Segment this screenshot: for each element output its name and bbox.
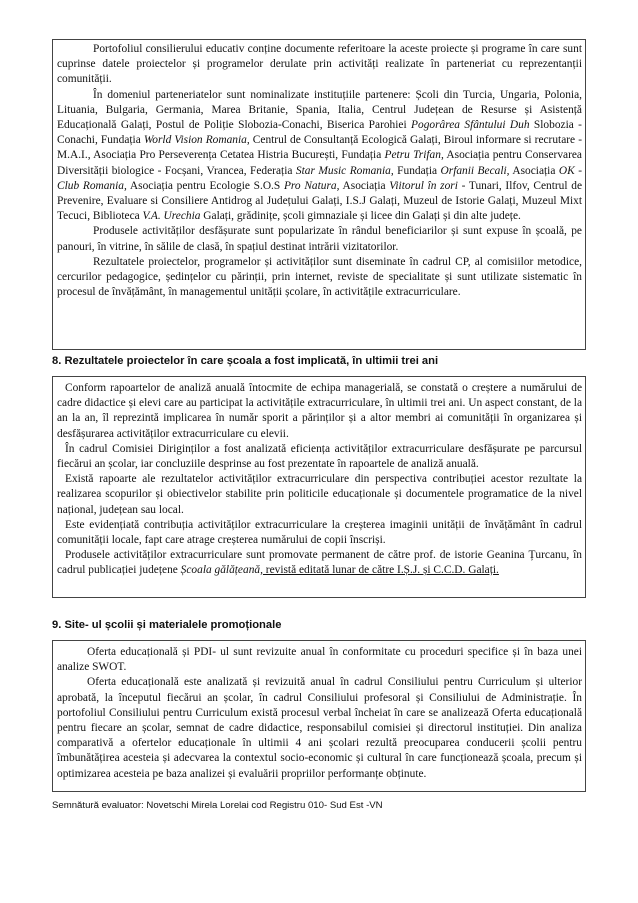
italic-name: Viitorul în zori	[389, 179, 458, 192]
partners-paragraph	[57, 88, 582, 225]
evaluator-signature-line: Semnătură evaluator: Novetschi Mirela Lorelai cod Registru 010- Sud Est -VN	[52, 800, 383, 811]
paragraph: Conform rapoartelor de analiză anuală întocmite de echipa managerială, se constată o creștere a numărului de cadre didactice și elevi care au participat la activitățile extracurriculare, în ultimii trei ani. Un aspect constant, de la an la an, îl reprezintă implicarea în număr sporit a părinților și a altor membri ai comunității în organizarea și desfășurarea activităților extracurriculare cu elevii.	[57, 382, 582, 440]
italic-name: Pro Natura,	[283, 179, 340, 192]
partnerships-text-box	[52, 39, 586, 350]
paragraph: Portofoliul consilierului educativ conține documente referitoare la aceste proiecte și programe în care sunt cuprinse datele proiectelor și programelor derulate prin activități realizate în parteneriat cu reprezentanții comunității.	[57, 43, 582, 86]
text-run: Produsele activităților extracurriculare sunt promovate permanent de către prof. de istorie Geanina Țurcanu, în cadrul publicației județene	[57, 549, 582, 577]
text-run: Galați, grădinițe, școli gimnaziale și licee din Galați și din alte județe.	[200, 210, 521, 223]
text-run: Asociația pentru Conservarea Diversității biologice - Focșani, Vrancea, Federația	[57, 149, 582, 177]
text-run: Centrul de Consultanță Ecologică Galați, Biroul informare si recrutare - M.A.I., Asociația Pro Perseverența Cetatea Histria București, Fundația	[57, 134, 582, 162]
paragraph: Este evidențiată contribuția activităților extracurriculare la creșterea imaginii unității de învățământ în cadrul comunității locale, fapt care atrage creșterea numărului de copii înscriși.	[57, 518, 582, 547]
paragraph: În cadrul Comisiei Diriginților a fost analizată eficiența activităților extracurriculare desfășurate pe parcursul fiecărui an școlar, iar concluziile desprinse au fost prezentate în rapoartele de analiză anuală.	[57, 442, 582, 471]
text-run: Fundația	[393, 164, 441, 177]
publication-paragraph	[57, 548, 582, 578]
text-run: - Tunari, Ilfov, Centrul de Prevenire, Evaluare si Consiliere Antidrog al Județului Galați, I.S.J Galați, Muzeul de Istorie Galați, Muzeul Mixt Tecuci, Biblioteca	[57, 179, 582, 223]
italic-name: Star Music Romania,	[295, 164, 394, 177]
italic-name: Școala gălățeană,	[180, 564, 263, 577]
text-run: Asociația	[339, 179, 390, 192]
paragraph: Oferta educațională este analizată și revizuită anual în cadrul Consiliului pentru Curriculum și ulterior aprobată, la începutul fiecărui an școlar, în cadrul Consiliului profesoral și Consiliului de Administrație. În portofoliul Consiliului pentru Curriculum există procesul verbal încheiat în care se analizează Oferta educațională pentru fiecare an școlar, semnat de cadre didactice, responsabilul comisiei și directorul instituției. Din analiza comparativă a ofertelor educaționale în ultimii 4 ani școlari rezultă preocuparea conducerii școlii pentru îmbunătățirea acesteia și adecvarea la contextul socio-economic și cultural în care funcționează școala, precum și optimizarea acesteia pe baza analizei și evaluării propriilor performanțe obținute.	[57, 676, 582, 780]
text-run: Slobozia - Conachi, Fundația	[57, 119, 582, 147]
paragraph: Produsele activităților desfășurate sunt popularizate în rândul beneficiarilor și sunt expuse în școală, pe panouri, în vitrine, în sălile de clasă, în spațiul destinat intrării vizitatorilor.	[57, 225, 582, 253]
text-run: În domeniul parteneriatelor sunt nominalizate instituțiile partenere: Școli din Turcia, Ungaria, Polonia, Lituania, Bulgaria, Germania, Marea Britanie, Spania, Italia, Centrul Județean de Resurse și Asistență Educațională Galați, Postul de Poliție Slobozia-Conachi, Biserica Parohiei	[57, 88, 582, 132]
italic-name: World Vision Romania,	[143, 134, 250, 147]
section-8-heading: 8. Rezultatele proiectelor în care școala a fost implicată, în ultimii trei ani	[52, 355, 439, 367]
paragraph: Oferta educațională și PDI- ul sunt revizuite anual în conformitate cu proceduri specifice și în baza unei analize SWOT.	[57, 646, 582, 674]
paragraph: Există rapoarte ale rezultatelor activităților extracurriculare din perspectiva contribuției acestor rezultate la realizarea scopurilor și obiectivelor stabilite prin politicile educaționale și documentele programatice de la nivel național, județean sau local.	[57, 473, 582, 516]
results-text-box	[52, 376, 586, 598]
section-9-heading: 9. Site- ul școlii și materialele promoționale	[52, 619, 282, 631]
website-text-box	[52, 640, 586, 792]
text-run: Asociația	[509, 164, 559, 177]
italic-name: Orfanii Becali,	[440, 164, 510, 177]
paragraph: Rezultatele proiectelor, programelor și activităților sunt diseminate în cadrul CP, al comisiilor metodice, cercurilor pedagogice, ședințelor cu părinții, prin internet, reviste de specialitate și sunt utilizate sistematic în procesul de învățământ, în managementul unității școlare, în activitățile extracurriculare.	[57, 255, 582, 299]
italic-name: OK - Club Romania,	[57, 164, 582, 192]
italic-name: Petru Trifan,	[384, 149, 444, 162]
italic-name: Pogorârea Sfântului Duh	[411, 119, 530, 132]
text-run: revistă editată lunar de către I.Ș.J. și C.C.D. Galați.	[262, 564, 499, 577]
italic-name: V.A. Urechia	[142, 210, 201, 223]
text-run: Asociația pentru Ecologie S.O.S	[126, 179, 284, 192]
